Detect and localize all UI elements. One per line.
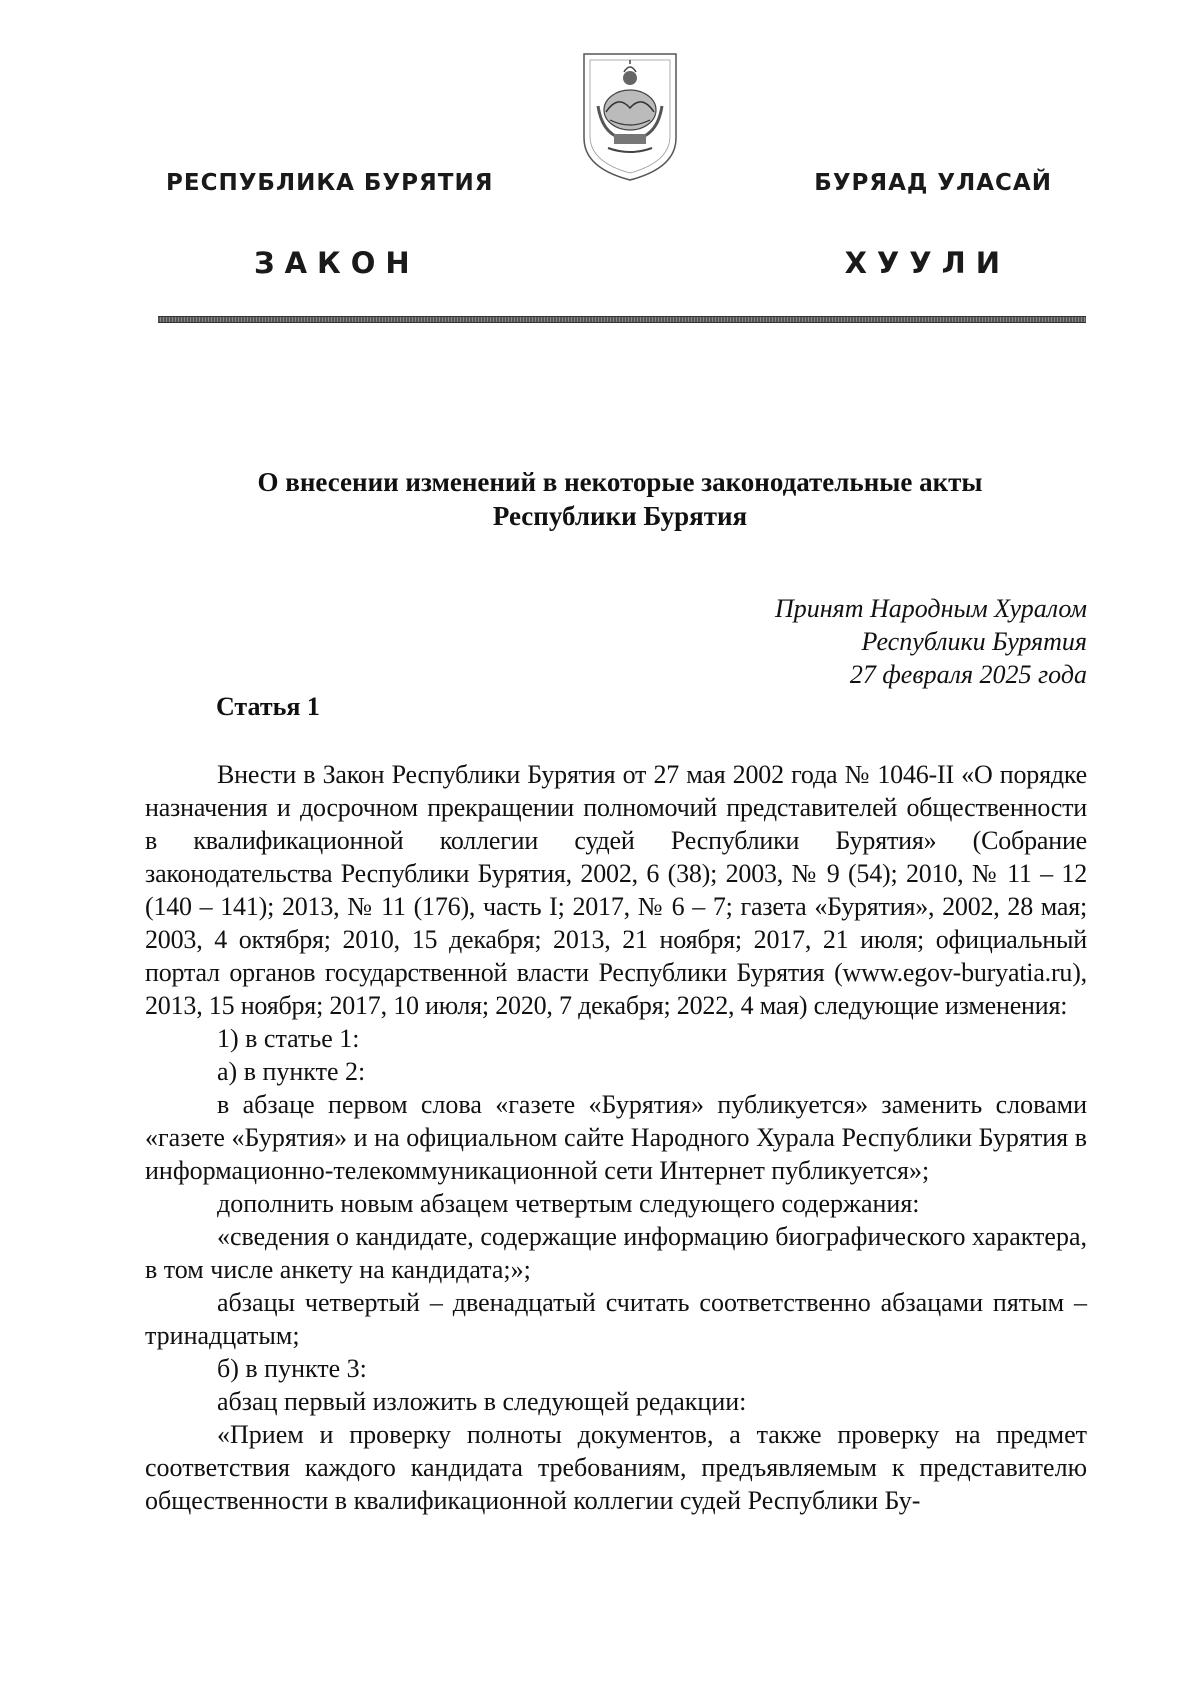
law-title-line-1: О внесении изменений в некоторые законодательные акты <box>257 467 983 497</box>
article-paragraph: «Прием и проверку полноты документов, а также проверку на предмет соответствия каждого кандидата требованиям, предъявляемым к представителю общественности в квалификационной коллегии судей Республики Бу- <box>145 1420 1087 1515</box>
region-name-buryat: БУРЯАД УЛАСАЙ <box>814 170 1052 196</box>
adoption-note <box>775 592 1087 691</box>
article-paragraph: а) в пункте 2: <box>217 1057 366 1086</box>
article-paragraph: абзац первый изложить в следующей редакции: <box>217 1387 747 1416</box>
doctype-russian: ЗАКОН <box>254 246 420 280</box>
article-paragraph: б) в пункте 3: <box>217 1354 367 1383</box>
doctype-buryat: ХУУЛИ <box>844 246 1010 280</box>
adoption-note-line-2: Республики Бурятия <box>861 627 1087 656</box>
adoption-note-line-1: Принят Народным Хуралом <box>774 594 1087 623</box>
law-title <box>150 465 1090 533</box>
article-body <box>145 758 1087 1517</box>
region-name-russian: РЕСПУБЛИКА БУРЯТИЯ <box>166 170 494 196</box>
article-paragraph: абзацы четвертый – двенадцатый считать соответственно абзацами пятым – тринадцатым; <box>145 1288 1087 1350</box>
article-paragraph: Внести в Закон Республики Бурятия от 27 мая 2002 года № 1046-II «О порядке назначения и досрочном прекращении полномочий представителей общественности в квалификационной коллегии судей Республики Бурятия» (Собрание законодательства Республики Бурятия, 2002, 6 (38); 2003, № 9 (54); 2010, № 11 – 12 (140 – 141); 2013, № 11 (176), часть I; 2017, № 6 – 7; газета «Бурятия», 2002, 28 мая; 2003, 4 октября; 2010, 15 декабря; 2013, 21 ноября; 2017, 21 июля; официальный портал органов государственной власти Республики Бурятия (www.egov-buryatia.ru), 2013, 15 ноября; 2017, 10 июля; 2020, 7 декабря; 2022, 4 мая) следующие изменения: <box>145 760 1087 1020</box>
article-paragraph: в абзаце первом слова «газете «Бурятия» публикуется» заменить словами «газете «Бурятия» и на официальном сайте Народного Хурала Республики Бурятия в информационно-телекоммуникационной сети Интернет публикуется»; <box>145 1090 1087 1185</box>
article-paragraph: «сведения о кандидате, содержащие информацию биографического характера, в том числе анкету на кандидата;»; <box>145 1222 1087 1284</box>
article-paragraph: дополнить новым абзацем четвертым следующего содержания: <box>217 1189 920 1218</box>
article-paragraph: 1) в статье 1: <box>217 1024 360 1053</box>
adoption-date: 27 февраля 2025 года <box>849 660 1087 689</box>
article-heading: Статья 1 <box>216 692 320 721</box>
law-title-line-2: Республики Бурятия <box>492 501 748 531</box>
header-divider <box>158 316 1086 323</box>
coat-of-arms-icon <box>580 50 680 182</box>
